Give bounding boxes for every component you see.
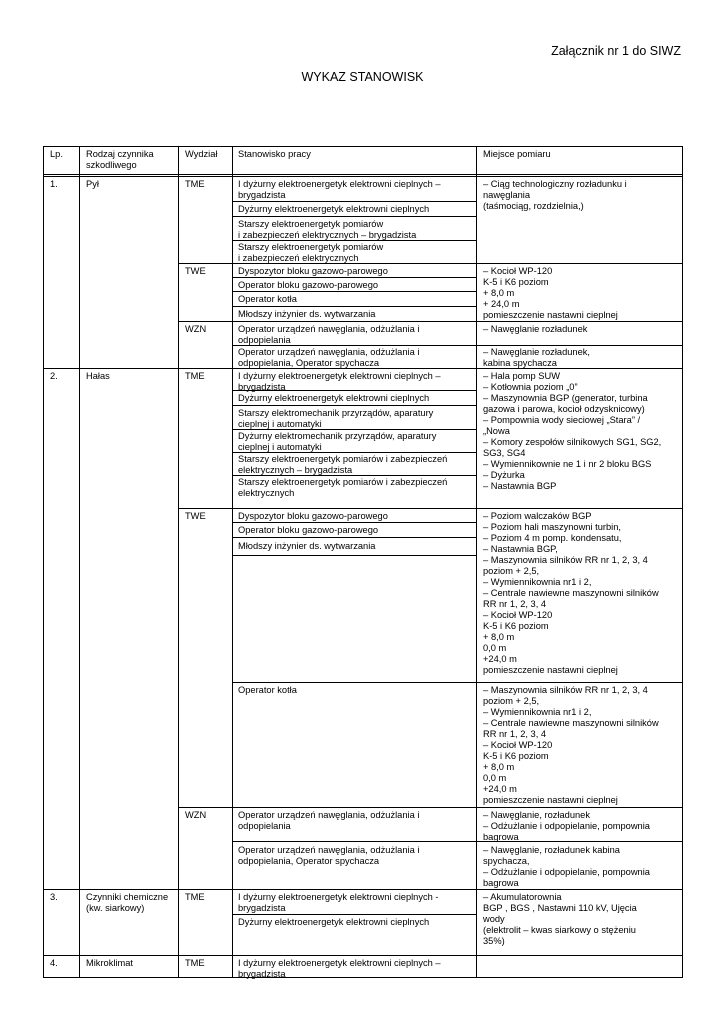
position-cell: Operator bloku gazowo-parowego: [238, 525, 379, 535]
department-cell: TME: [185, 371, 205, 381]
position-cell: Operator urządzeń nawęglania, odżużlania i odpopielania: [238, 810, 420, 831]
position-cell: Młodszy inżynier ds. wytwarzania: [238, 309, 376, 319]
measurement-place-cell: – Nawęglanie, rozładunek kabina spychacza, – Odżużlanie i odpopielanie, pompownia bagrowa: [483, 845, 650, 888]
position-cell: Starszy elektroenergetyk pomiarów i zabezpieczeń elektrycznych: [238, 242, 384, 263]
department-cell: WZN: [185, 810, 207, 820]
position-cell: Starszy elektroenergetyk pomiarów i zabezpieczeń elektrycznych: [238, 477, 448, 498]
document-title: WYKAZ STANOWISK: [301, 70, 424, 84]
position-cell: Dyżurny elektroenergetyk elektrowni cieplnych: [238, 917, 430, 927]
measurement-place-cell: – Akumulatorownia BGP , BGS , Nastawni 110 kV, Ujęcia wody (elektrolit – kwas siarkowy o stężeniu 35%): [483, 892, 637, 946]
row-factor: Hałas: [86, 371, 110, 381]
measurement-place-cell: – Maszynownia silników RR nr 1, 2, 3, 4 poziom + 2,5, – Wymiennikownia nr1 i 2, – Centrale nawiewne maszynowni silników RR nr 1, 2, 3, 4 – Kocioł WP-120 K-5 i K6 poziom + 8,0 m 0,0 m +24,0 m pomieszczenie nastawni cieplnej: [483, 685, 659, 805]
measurement-place-cell: – Poziom walczaków BGP – Poziom hali maszynowni turbin, – Poziom 4 m pomp. kondensatu, – Nastawnia BGP, – Maszynownia silników RR nr 1, 2, 3, 4 poziom + 2,5, – Wymiennikownia nr1 i 2, – Centrale nawiewne maszynowni silników RR nr 1, 2, 3, 4 – Kocioł WP-120 K-5 i K6 poziom + 8,0 m 0,0 m +24,0 m pomieszczenie nastawni cieplnej: [483, 511, 659, 675]
department-cell: TME: [185, 892, 205, 902]
department-cell: TWE: [185, 266, 206, 276]
department-cell: TME: [185, 179, 205, 189]
measurement-place-cell: – Kocioł WP-120 K-5 i K6 poziom + 8,0 m + 24,0 m pomieszczenie nastawni cieplnej: [483, 266, 618, 320]
header-department: Wydział: [185, 149, 218, 159]
position-cell: Młodszy inżynier ds. wytwarzania: [238, 541, 376, 551]
position-cell: Dyżurny elektroenergetyk elektrowni cieplnych: [238, 204, 430, 214]
position-cell: Operator urządzeń nawęglania, odżużlania i odpopielania: [238, 324, 420, 345]
annex-label: Załącznik nr 1 do SIWZ: [551, 44, 681, 58]
position-cell: Operator kotła: [238, 294, 297, 304]
row-lp: 4.: [50, 958, 58, 968]
position-cell: Dyspozytor bloku gazowo-parowego: [238, 511, 388, 521]
position-cell: I dyżurny elektroenergetyk elektrowni cieplnych – brygadzista: [238, 958, 441, 979]
position-cell: Operator urządzeń nawęglania, odżużlania i odpopielania, Operator spychacza: [238, 347, 420, 368]
position-cell: Starszy elektromechanik przyrządów, aparatury cieplnej i automatyki: [238, 408, 434, 429]
header-factor: Rodzaj czynnika szkodliwego: [86, 149, 154, 170]
position-cell: I dyżurny elektroenergetyk elektrowni cieplnych – brygadzista: [238, 179, 441, 200]
measurement-place-cell: – Nawęglanie rozładunek, kabina spychacza: [483, 347, 590, 368]
position-cell: Starszy elektroenergetyk pomiarów i zabezpieczeń elektrycznych – brygadzista: [238, 219, 417, 240]
row-factor: Pył: [86, 179, 99, 189]
row-factor: Czynniki chemiczne (kw. siarkowy): [86, 892, 169, 913]
position-cell: Dyspozytor bloku gazowo-parowego: [238, 266, 388, 276]
position-cell: Dyżurny elektroenergetyk elektrowni cieplnych: [238, 393, 430, 403]
department-cell: TME: [185, 958, 205, 968]
header-measurement-place: Miejsce pomiaru: [483, 149, 551, 159]
measurement-place-cell: – Nawęglanie rozładunek: [483, 324, 588, 334]
measurement-place-cell: – Hala pomp SUW – Kotłownia poziom „0” – Maszynownia BGP (generator, turbina gazowa i parowa, kocioł odzysknicowy) – Pompownia wody sieciowej „Stara” / „Nowa – Komory zespołów silnikowych SG1, SG2, SG3, SG4 – Wymiennikownie ne 1 i nr 2 bloku BGS – Dyżurka – Nastawnia BGP: [483, 371, 662, 491]
position-cell: Operator kotła: [238, 685, 297, 695]
measurement-place-cell: – Nawęglanie, rozładunek – Odżużlanie i odpopielanie, pompownia bagrowa: [483, 810, 650, 842]
department-cell: WZN: [185, 324, 207, 334]
position-cell: I dyżurny elektroenergetyk elektrowni cieplnych – brygadzista: [238, 371, 441, 392]
position-cell: Operator urządzeń nawęglania, odżużlania i odpopielania, Operator spychacza: [238, 845, 420, 866]
header-position: Stanowisko pracy: [238, 149, 311, 159]
header-lp: Lp.: [50, 149, 63, 159]
department-cell: TWE: [185, 511, 206, 521]
position-cell: Dyżurny elektromechanik przyrządów, aparatury cieplnej i automatyki: [238, 431, 437, 452]
position-cell: Operator bloku gazowo-parowego: [238, 280, 379, 290]
position-cell: Starszy elektroenergetyk pomiarów i zabezpieczeń elektrycznych – brygadzista: [238, 454, 448, 475]
position-cell: I dyżurny elektroenergetyk elektrowni cieplnych - brygadzista: [238, 892, 439, 913]
measurement-place-cell: – Ciąg technologiczny rozładunku i nawęglania (taśmociąg, rozdzielnia,): [483, 179, 627, 211]
row-factor: Mikroklimat: [86, 958, 134, 968]
row-lp: 1.: [50, 179, 58, 189]
row-lp: 3.: [50, 892, 58, 902]
row-lp: 2.: [50, 371, 58, 381]
